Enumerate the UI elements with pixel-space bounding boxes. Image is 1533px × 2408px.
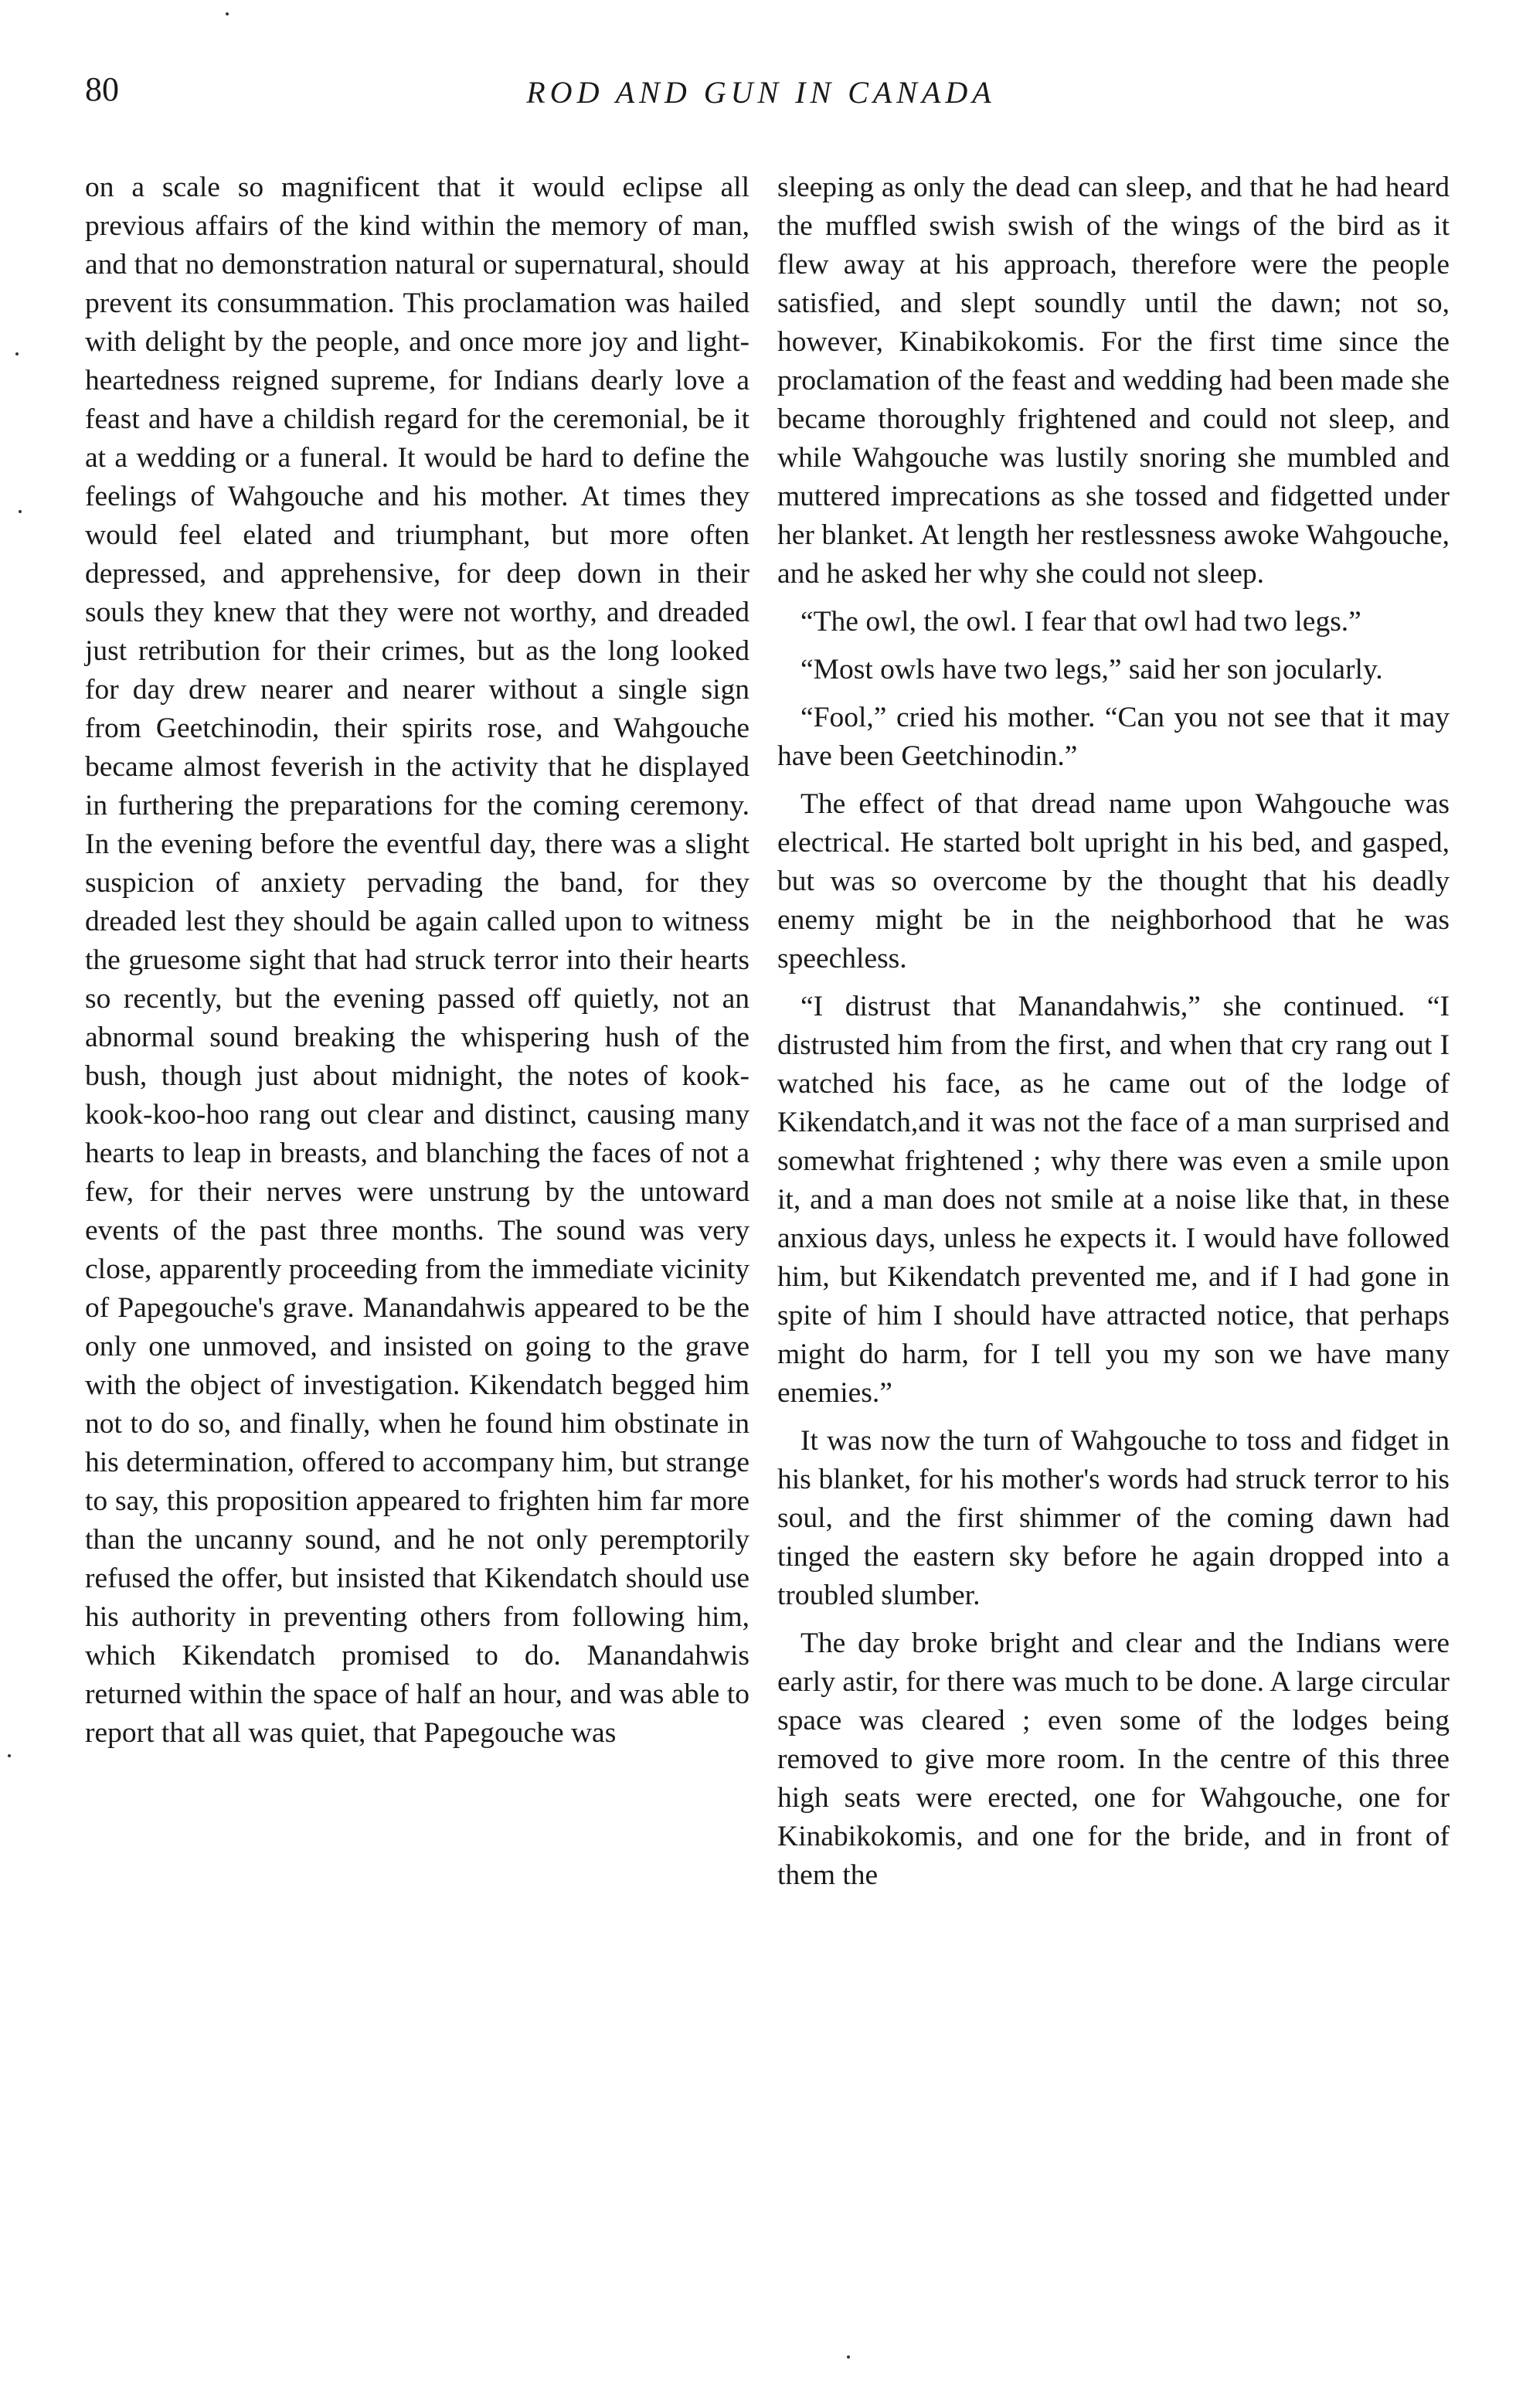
paragraph: sleeping as only the dead can sleep, and that he had heard the muffled swish swish of the wings of the bird as it flew away at his approach, therefore were the people satisfied, and slept soundly until the dawn; not so, however, Kinabikokomis. For the first time since the proclamation of the feast and wedding had been made she became thoroughly frightened and could not sleep, and while Wahgouche was lustily snoring she mumbled and muttered imprecations as she tossed and fidgetted under her blanket. At length her restlessness awoke Wahgouche, and he asked her why she could not sleep.: [777, 172, 1450, 590]
scan-speck: [15, 352, 19, 355]
scan-speck: [8, 1754, 11, 1757]
running-head: ROD AND GUN IN CANADA: [526, 75, 996, 110]
scan-speck: [226, 12, 229, 15]
paragraph: “Fool,” cried his mother. “Can you not see that it may have been Geetchinodin.”: [777, 702, 1450, 772]
paragraph: on a scale so magnificent that it would eclipse all previous affairs of the kind within the memory of man, and that no demonstration natural or supernatural, should prevent its consummation. This proclamation was hailed with delight by the people, and once more joy and light-heartedness reigned supreme, for Indians dearly love a feast and have a childish regard for the ceremonial, be it at a wedding or a funeral. It would be hard to define the feelings of Wahgouche and his mother. At times they would feel elated and triumphant, but more often depressed, and apprehensive, for deep down in their souls they knew that they were not worthy, and dreaded just retribution for their crimes, but as the long looked for day drew nearer and nearer without a single sign from Geetchinodin, their spirits rose, and Wahgouche became almost feverish in the activity that he displayed in furthering the preparations for the coming ceremony. In the evening before the eventful day, there was a slight suspicion of anxiety pervading the band, for they dreaded lest they should be again called upon to witness the gruesome sight that had struck terror into their hearts so recently, but the evening passed off quietly, not an abnormal sound breaking the whispering hush of the bush, though just about midnight, the notes of kook-kook-koo-hoo rang out clear and distinct, causing many hearts to leap in breasts, and blanching the faces of not a few, for their nerves were unstrung by the untoward events of the past three months. The sound was very close, apparently proceeding from the immediate vicinity of Papegouche's grave. Manandahwis appeared to be the only one unmoved, and insisted on going to the grave with the object of investigation. Kikendatch begged him not to do so, and finally, when he found him obstinate in his determination, offered to accompany him, but strange to say, this proposition appeared to frighten him far more than the uncanny sound, and he not only peremptorily refused the offer, but insisted that Kikendatch should use his authority in preventing others from following him, which Kikendatch promised to do. Manandahwis returned within the space of half an hour, and was able to report that all was quiet, that Papegouche was: [85, 172, 750, 1749]
page-number: 80: [85, 70, 119, 108]
scan-speck: [19, 510, 22, 513]
paragraph: “The owl, the owl. I fear that owl had two legs.”: [800, 606, 1361, 638]
paragraph: The effect of that dread name upon Wahgouche was electrical. He started bolt upright in his bed, and gasped, but was so overcome by the thought that his deadly enemy might be in the neighborhood that he was speechless.: [777, 788, 1450, 974]
scan-speck: [847, 2355, 850, 2359]
paragraph: The day broke bright and clear and the Indians were early astir, for there was much to be done. A large circular space was cleared ; even some of the lodges being removed to give more room. In the centre of this three high seats were erected, one for Wahgouche, one for Kinabikokomis, and one for the bride, and in front of them the: [777, 1627, 1450, 1891]
left-column: [85, 168, 750, 1762]
right-column: [777, 168, 1450, 1904]
paragraph: “Most owls have two legs,” said her son jocularly.: [800, 654, 1383, 685]
page-header: [85, 70, 1437, 131]
paragraph: It was now the turn of Wahgouche to toss and fidget in his blanket, for his mother's words had struck terror to his soul, and the first shimmer of the coming dawn had tinged the eastern sky before he again dropped into a troubled slumber.: [777, 1425, 1450, 1611]
paragraph: “I distrust that Manandahwis,” she continued. “I distrusted him from the first, and when that cry rang out I watched his face, as he came out of the lodge of Kikendatch,and it was not the face of a man surprised and somewhat frightened ; why there was even a smile upon it, and a man does not smile at a noise like that, in these anxious days, unless he expects it. I would have followed him, but Kikendatch prevented me, and if I had gone in spite of him I should have attracted notice, that perhaps might do harm, for I tell you my son we have many enemies.”: [777, 991, 1450, 1409]
